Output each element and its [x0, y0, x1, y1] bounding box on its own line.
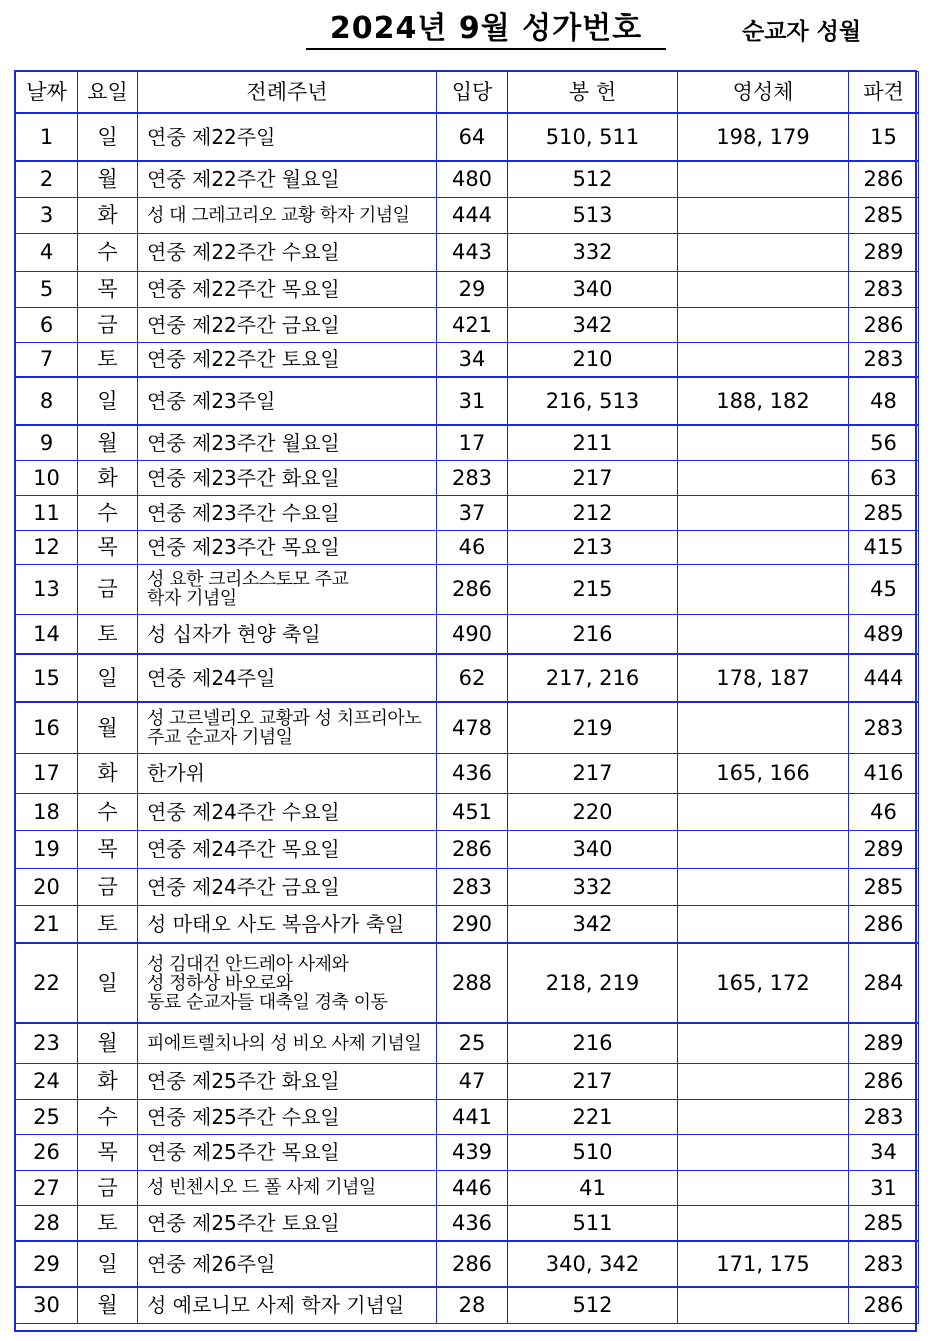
cell-date: 29: [16, 1241, 78, 1287]
cell-offertory: 217: [508, 1063, 678, 1099]
cell-day: 일: [78, 654, 138, 702]
cell-communion: [678, 233, 849, 271]
cell-entrance: 283: [437, 868, 508, 905]
cell-offertory: 219: [508, 702, 678, 753]
cell-day: 월: [78, 1023, 138, 1063]
cell-dismissal: 415: [849, 530, 919, 564]
cell-dismissal: 283: [849, 1241, 919, 1287]
cell-communion: [678, 905, 849, 943]
cell-offertory: 340: [508, 830, 678, 868]
cell-liturgy: 연중 제22주간 목요일: [138, 271, 437, 307]
cell-day: 토: [78, 1205, 138, 1241]
table-row: [16, 460, 919, 495]
table-row: [16, 654, 919, 702]
cell-date: 4: [16, 233, 78, 271]
cell-dismissal: 34: [849, 1134, 919, 1170]
cell-dismissal: 286: [849, 161, 919, 197]
cell-date: 1: [16, 113, 78, 161]
table-row: [16, 1241, 919, 1287]
cell-dismissal: 416: [849, 753, 919, 793]
cell-dismissal: 285: [849, 495, 919, 530]
cell-entrance: 62: [437, 654, 508, 702]
cell-liturgy: 성 김대건 안드레아 사제와 성 정하상 바오로와 동료 순교자들 대축일 경축 이동: [138, 943, 437, 1023]
table-header-row: [16, 72, 919, 114]
cell-day: 목: [78, 1134, 138, 1170]
cell-day: 화: [78, 197, 138, 233]
cell-entrance: 286: [437, 830, 508, 868]
cell-day: 목: [78, 271, 138, 307]
header-day: 요일: [78, 72, 138, 114]
cell-communion: 165, 166: [678, 753, 849, 793]
cell-day: 월: [78, 1287, 138, 1323]
cell-date: 10: [16, 460, 78, 495]
cell-day: 금: [78, 564, 138, 614]
table-row: [16, 425, 919, 460]
cell-liturgy: 피에트렐치나의 성 비오 사제 기념일: [138, 1023, 437, 1063]
cell-dismissal: 285: [849, 868, 919, 905]
cell-entrance: 286: [437, 1241, 508, 1287]
cell-date: 18: [16, 793, 78, 830]
header-liturgy: 전례주년: [138, 72, 437, 114]
cell-dismissal: 286: [849, 1063, 919, 1099]
cell-communion: 171, 175: [678, 1241, 849, 1287]
cell-offertory: 217: [508, 753, 678, 793]
table-row: [16, 1134, 919, 1170]
cell-dismissal: 444: [849, 654, 919, 702]
cell-dismissal: 286: [849, 307, 919, 342]
cell-date: 30: [16, 1287, 78, 1323]
cell-communion: [678, 1134, 849, 1170]
cell-day: 일: [78, 943, 138, 1023]
cell-offertory: 340: [508, 271, 678, 307]
cell-entrance: 421: [437, 307, 508, 342]
cell-date: 13: [16, 564, 78, 614]
cell-liturgy: 연중 제25주간 화요일: [138, 1063, 437, 1099]
cell-communion: [678, 271, 849, 307]
table-row: [16, 113, 919, 161]
cell-dismissal: 15: [849, 113, 919, 161]
cell-day: 일: [78, 1241, 138, 1287]
cell-day: 화: [78, 460, 138, 495]
cell-entrance: 451: [437, 793, 508, 830]
cell-entrance: 439: [437, 1134, 508, 1170]
cell-date: 2: [16, 161, 78, 197]
table-row: [16, 342, 919, 377]
cell-entrance: 436: [437, 753, 508, 793]
cell-day: 토: [78, 342, 138, 377]
cell-communion: [678, 614, 849, 654]
cell-communion: [678, 342, 849, 377]
cell-offertory: 218, 219: [508, 943, 678, 1023]
table-row: [16, 307, 919, 342]
cell-liturgy: 성 고르넬리오 교황과 성 치프리아노 주교 순교자 기념일: [138, 702, 437, 753]
cell-liturgy: 성 십자가 현양 축일: [138, 614, 437, 654]
cell-dismissal: 285: [849, 197, 919, 233]
cell-communion: 198, 179: [678, 113, 849, 161]
cell-offertory: 340, 342: [508, 1241, 678, 1287]
cell-date: 16: [16, 702, 78, 753]
cell-communion: [678, 307, 849, 342]
cell-dismissal: 283: [849, 342, 919, 377]
cell-date: 22: [16, 943, 78, 1023]
cell-liturgy: 연중 제23주일: [138, 377, 437, 425]
cell-communion: [678, 868, 849, 905]
cell-entrance: 443: [437, 233, 508, 271]
cell-offertory: 217, 216: [508, 654, 678, 702]
cell-day: 일: [78, 377, 138, 425]
cell-date: 5: [16, 271, 78, 307]
table-row: [16, 271, 919, 307]
cell-offertory: 332: [508, 233, 678, 271]
cell-liturgy: 연중 제26주일: [138, 1241, 437, 1287]
cell-date: 17: [16, 753, 78, 793]
cell-dismissal: 289: [849, 830, 919, 868]
cell-date: 15: [16, 654, 78, 702]
cell-day: 수: [78, 793, 138, 830]
cell-day: 화: [78, 1063, 138, 1099]
cell-entrance: 436: [437, 1205, 508, 1241]
cell-entrance: 441: [437, 1099, 508, 1134]
cell-entrance: 37: [437, 495, 508, 530]
cell-entrance: 29: [437, 271, 508, 307]
cell-offertory: 511: [508, 1205, 678, 1241]
cell-liturgy: 연중 제25주간 수요일: [138, 1099, 437, 1134]
cell-entrance: 290: [437, 905, 508, 943]
header-dismissal: 파견: [849, 72, 919, 114]
cell-day: 수: [78, 233, 138, 271]
cell-date: 6: [16, 307, 78, 342]
cell-liturgy: 연중 제23주간 화요일: [138, 460, 437, 495]
cell-offertory: 342: [508, 905, 678, 943]
cell-offertory: 510, 511: [508, 113, 678, 161]
cell-entrance: 34: [437, 342, 508, 377]
cell-entrance: 286: [437, 564, 508, 614]
table-row: [16, 564, 919, 614]
cell-communion: [678, 564, 849, 614]
cell-entrance: 17: [437, 425, 508, 460]
cell-offertory: 512: [508, 1287, 678, 1323]
cell-entrance: 25: [437, 1023, 508, 1063]
cell-liturgy: 성 요한 크리소스토모 주교 학자 기념일: [138, 564, 437, 614]
cell-liturgy: 연중 제22주일: [138, 113, 437, 161]
header-communion: 영성체: [678, 72, 849, 114]
cell-offertory: 210: [508, 342, 678, 377]
cell-date: 26: [16, 1134, 78, 1170]
cell-dismissal: 31: [849, 1170, 919, 1205]
table-row: [16, 495, 919, 530]
cell-day: 목: [78, 830, 138, 868]
cell-communion: [678, 1099, 849, 1134]
cell-offertory: 513: [508, 197, 678, 233]
cell-communion: [678, 1287, 849, 1323]
cell-day: 금: [78, 868, 138, 905]
cell-communion: [678, 460, 849, 495]
cell-offertory: 332: [508, 868, 678, 905]
cell-liturgy: 연중 제25주간 목요일: [138, 1134, 437, 1170]
cell-liturgy: 연중 제22주간 금요일: [138, 307, 437, 342]
table-row: [16, 943, 919, 1023]
cell-dismissal: 283: [849, 271, 919, 307]
cell-dismissal: 285: [849, 1205, 919, 1241]
cell-offertory: 212: [508, 495, 678, 530]
cell-offertory: 41: [508, 1170, 678, 1205]
cell-liturgy: 성 빈첸시오 드 폴 사제 기념일: [138, 1170, 437, 1205]
cell-day: 월: [78, 425, 138, 460]
cell-dismissal: 289: [849, 1023, 919, 1063]
cell-entrance: 446: [437, 1170, 508, 1205]
cell-communion: [678, 793, 849, 830]
cell-date: 7: [16, 342, 78, 377]
cell-date: 12: [16, 530, 78, 564]
cell-communion: [678, 1205, 849, 1241]
cell-day: 목: [78, 530, 138, 564]
cell-dismissal: 286: [849, 1287, 919, 1323]
cell-day: 수: [78, 495, 138, 530]
header-entrance: 입당: [437, 72, 508, 114]
cell-offertory: 220: [508, 793, 678, 830]
cell-dismissal: 489: [849, 614, 919, 654]
cell-offertory: 510: [508, 1134, 678, 1170]
cell-liturgy: 연중 제23주간 목요일: [138, 530, 437, 564]
cell-dismissal: 284: [849, 943, 919, 1023]
cell-communion: [678, 1170, 849, 1205]
cell-day: 일: [78, 113, 138, 161]
cell-communion: [678, 425, 849, 460]
cell-dismissal: 46: [849, 793, 919, 830]
cell-liturgy: 연중 제22주간 월요일: [138, 161, 437, 197]
table-row: [16, 161, 919, 197]
cell-liturgy: 한가위: [138, 753, 437, 793]
table-row: [16, 905, 919, 943]
cell-communion: 178, 187: [678, 654, 849, 702]
cell-date: 9: [16, 425, 78, 460]
cell-entrance: 31: [437, 377, 508, 425]
cell-entrance: 490: [437, 614, 508, 654]
cell-liturgy: 연중 제24주간 금요일: [138, 868, 437, 905]
cell-dismissal: 56: [849, 425, 919, 460]
cell-offertory: 216: [508, 614, 678, 654]
cell-date: 19: [16, 830, 78, 868]
table-row: [16, 377, 919, 425]
table-row: [16, 1205, 919, 1241]
cell-offertory: 216: [508, 1023, 678, 1063]
cell-liturgy: 연중 제22주간 수요일: [138, 233, 437, 271]
table-row: [16, 702, 919, 753]
table-body: [16, 113, 919, 1323]
cell-liturgy: 연중 제23주간 수요일: [138, 495, 437, 530]
cell-date: 25: [16, 1099, 78, 1134]
cell-date: 8: [16, 377, 78, 425]
cell-offertory: 342: [508, 307, 678, 342]
cell-communion: [678, 530, 849, 564]
cell-dismissal: 45: [849, 564, 919, 614]
cell-communion: [678, 197, 849, 233]
cell-offertory: 213: [508, 530, 678, 564]
cell-date: 3: [16, 197, 78, 233]
cell-date: 14: [16, 614, 78, 654]
table-row: [16, 1063, 919, 1099]
cell-day: 금: [78, 1170, 138, 1205]
cell-communion: [678, 161, 849, 197]
table-row: [16, 1287, 919, 1323]
cell-day: 금: [78, 307, 138, 342]
cell-entrance: 46: [437, 530, 508, 564]
cell-liturgy: 연중 제22주간 토요일: [138, 342, 437, 377]
cell-liturgy: 연중 제25주간 토요일: [138, 1205, 437, 1241]
cell-offertory: 211: [508, 425, 678, 460]
cell-liturgy: 연중 제24주간 목요일: [138, 830, 437, 868]
cell-entrance: 64: [437, 113, 508, 161]
cell-communion: 165, 172: [678, 943, 849, 1023]
table-row: [16, 530, 919, 564]
table-row: [16, 830, 919, 868]
table-row: [16, 868, 919, 905]
table-row: [16, 197, 919, 233]
cell-entrance: 444: [437, 197, 508, 233]
cell-date: 24: [16, 1063, 78, 1099]
cell-entrance: 478: [437, 702, 508, 753]
cell-day: 토: [78, 614, 138, 654]
hymn-schedule-table: [15, 71, 919, 1324]
header-offertory: 봉 헌: [508, 72, 678, 114]
cell-date: 28: [16, 1205, 78, 1241]
cell-offertory: 221: [508, 1099, 678, 1134]
cell-communion: [678, 1063, 849, 1099]
cell-liturgy: 성 마태오 사도 복음사가 축일: [138, 905, 437, 943]
table-row: [16, 1023, 919, 1063]
table-row: [16, 233, 919, 271]
cell-date: 27: [16, 1170, 78, 1205]
cell-day: 월: [78, 161, 138, 197]
cell-communion: [678, 495, 849, 530]
cell-dismissal: 48: [849, 377, 919, 425]
cell-entrance: 283: [437, 460, 508, 495]
cell-day: 수: [78, 1099, 138, 1134]
table-row: [16, 1099, 919, 1134]
cell-day: 토: [78, 905, 138, 943]
cell-liturgy: 성 예로니모 사제 학자 기념일: [138, 1287, 437, 1323]
cell-liturgy: 연중 제24주간 수요일: [138, 793, 437, 830]
cell-liturgy: 연중 제23주간 월요일: [138, 425, 437, 460]
cell-dismissal: 63: [849, 460, 919, 495]
cell-communion: [678, 830, 849, 868]
cell-liturgy: 연중 제24주일: [138, 654, 437, 702]
cell-day: 월: [78, 702, 138, 753]
cell-offertory: 215: [508, 564, 678, 614]
cell-communion: [678, 702, 849, 753]
cell-entrance: 28: [437, 1287, 508, 1323]
cell-date: 21: [16, 905, 78, 943]
cell-date: 20: [16, 868, 78, 905]
cell-communion: [678, 1023, 849, 1063]
cell-offertory: 216, 513: [508, 377, 678, 425]
cell-entrance: 47: [437, 1063, 508, 1099]
header-date: 날짜: [16, 72, 78, 114]
cell-day: 화: [78, 753, 138, 793]
cell-offertory: 217: [508, 460, 678, 495]
cell-dismissal: 283: [849, 1099, 919, 1134]
table-row: [16, 753, 919, 793]
cell-entrance: 288: [437, 943, 508, 1023]
cell-dismissal: 286: [849, 905, 919, 943]
cell-liturgy: 성 대 그레고리오 교황 학자 기념일: [138, 197, 437, 233]
cell-communion: 188, 182: [678, 377, 849, 425]
cell-offertory: 512: [508, 161, 678, 197]
cell-dismissal: 289: [849, 233, 919, 271]
cell-dismissal: 283: [849, 702, 919, 753]
page-title: 2024년 9월 성가번호: [306, 10, 666, 50]
table-row: [16, 1170, 919, 1205]
cell-date: 23: [16, 1023, 78, 1063]
cell-date: 11: [16, 495, 78, 530]
table-row: [16, 614, 919, 654]
table-row: [16, 793, 919, 830]
page-subtitle: 순교자 성월: [742, 19, 862, 45]
cell-entrance: 480: [437, 161, 508, 197]
